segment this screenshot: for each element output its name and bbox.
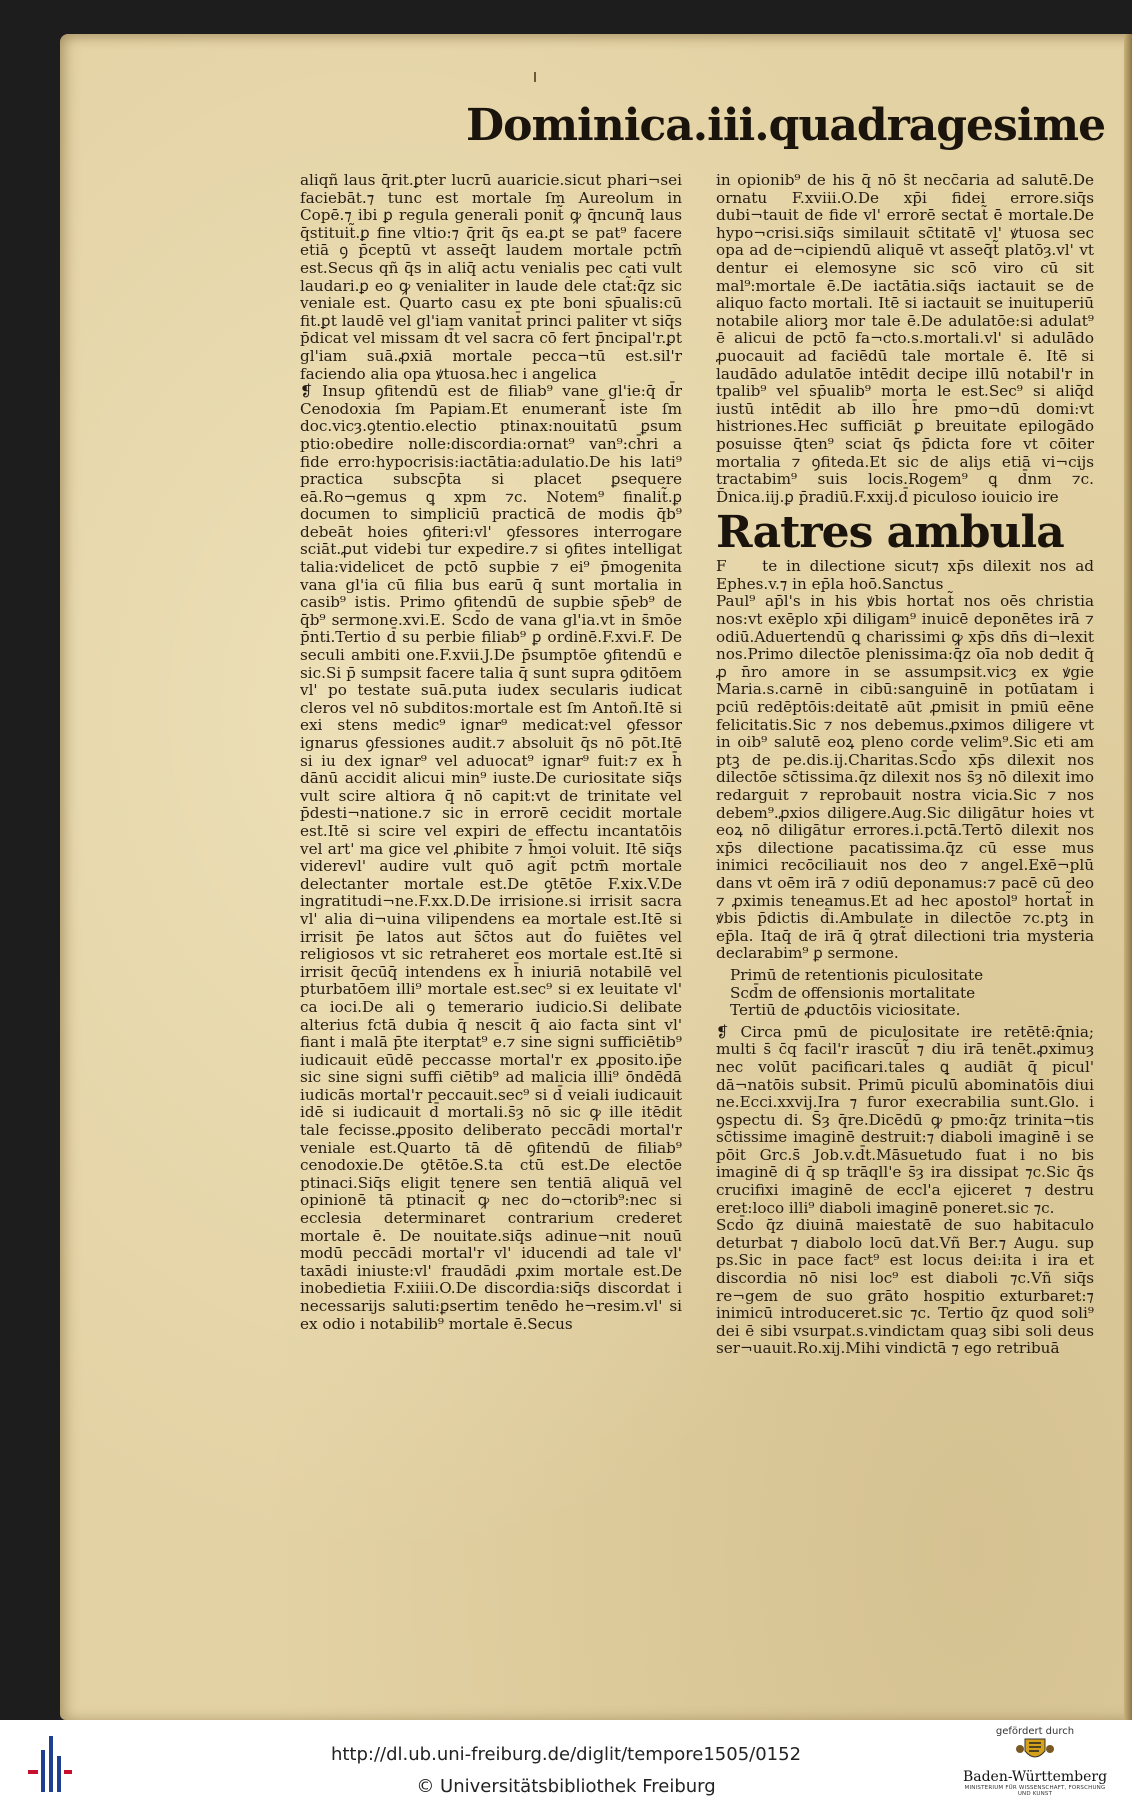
sermon-outline xyxy=(730,967,1094,1020)
outline-item-2: Scd̄m de offensionis mortalitate xyxy=(730,983,976,1002)
section-letter: F xyxy=(716,557,727,576)
outline-item-1: Primū de retentionis piculositate xyxy=(730,965,984,984)
right-paragraph-1: Paul⁹ ap̄l's in his ꝟbis hortat̃ nos oēs christia nos:vt exēplo xp̄i diligam⁹ inuicē deponētes irā ⁊ odiū.Aduertendū ꝗ charissimi ꝙ xp̄s dn̄s di¬lexit nos.Primo dilectōe plenissima:q̄z oīa nob dedit q̄ ꝓ n̄ro amore in se assumpsit.vicȝ ex ꝟgie Maria.s.carnē in cibū:sanguinē in potūatam i pciū redēptōis:deitatē aūt ꝓmisit in pmiū eēne felicitatis.Sic ⁊ nos debemus.ꝓximos diligere vt in oib⁹ salutē eoꝝ pleno corde velim⁹.Sic eti am ptꝫ de pe.dis.ij.Charitas.Scd̄o xp̄s dilexit nos dilectōe sc̄tissima.q̄z dilexit nos s̄ȝ nō dilexit imo redarguit ⁊ reprobauit nostra vicia.Sic ⁊ nos debem⁹.ꝓxios diligere.Aug.Sic diligātur hoies vt eoꝝ nō diligātur errores.i.pctā.Tertō dilexit nos xp̄s dilectione pacatissima.q̄z cū esse mus inimici recōciliauit nos deo ⁊ angel.Exē¬plū dans vt oēm irā ⁊ odiū deponamus:⁊ pacē cū deo ⁊ ꝓximis teneamus.Et ad hec apostol⁹ hortat̃ in ꝟbis p̄dictis d̄i.Ambulate in dilectōe ⁊c.ptꝫ in ep̄la. Itaq̄ de irā q̄ ꝯtrat̃ dilectioni tria mysteria declarabim⁹ ꝑ sermone. xyxy=(716,592,1094,963)
outline-item-3: Tertiū de ꝓductōis viciositate. xyxy=(730,1001,961,1020)
decorated-initial: Ratres ambula xyxy=(716,507,1064,559)
permalink-url[interactable]: http://dl.ub.uni-freiburg.de/diglit/tempore1505/0152 xyxy=(330,1744,802,1765)
funder-name: Baden-Württemberg xyxy=(962,1769,1108,1785)
right-text-column xyxy=(716,172,1094,1432)
right-paragraph-3: Scd̄o q̄z diuinā maiestatē de suo habitaculo deturbat ⁊ diabolo locū dat.Vñ Ber.⁊ Augu. sup ps.Sic in pace fact⁹ est locus dei:ita i ira et discordia nō nisi loc⁹ est diaboli ⁊c.Vñ siq̄s re¬gem de suo grāto hospitio exturbaret:⁊ inimicū introduceret.sic ⁊c. Tertio q̄z quod soli⁹ dei ē sibi vsurpat.s.vindictam quaȝ sibi soli deus ser¬uauit.Ro.xij.Mihi vindictā ⁊ ego retribuā xyxy=(716,1216,1094,1358)
left-paragraph-2: ❡ Insup ꝯfitendū est de filiab⁹ vane gl'ie:q̄ d̄r Cenodoxia ſm Papiam.Et enumerant̃ iste ſm doc.vicȝ.ꝯtentio.electio ptinax:nouitatū ꝑsum ptio:obedire nolle:discordia:ornat⁹ van⁹:ch̄ri a fide erro:hypocrisis:iactātia:adulatio.De his lati⁹ practica subscp̄ta si placet ꝑsequere eā.Ro¬gemus ꝗ xpm ⁊c. Notem⁹ finalit̃.ꝑ documen to simpliciū practicā de modis q̄b⁹ debeāt hoies ꝯfiteri:vl' ꝯfessores interrogare sciāt.ꝓut videbi tur expedire.⁊ si ꝯfites intelligat talia:videlicet de pctō supbie ⁊ ei⁹ p̄mogenita vana gl'ia cū filia bus earū q̄ sunt mortalia in casib⁹ istis. Primo ꝯfitendū de supbie sp̄eb⁹ de q̄b⁹ sermone.xvi.E. Scd̄o de vana gl'ia.vt in s̄mōe p̄nti.Tertio d̄ su perbie filiab⁹ ꝑ ordinē.F.xvi.F. De seculi ambiti one.F.xvii.J.De p̄sumptōe ꝯfitendū e sic.Si p̄ sumpsit facere talia q̄ sunt supra ꝯditōem vl' po testate suā.puta iudex secularis iudicat cleros vel nō subditos:mortale est ſm Antoñ.Itē si exi stens medic⁹ ignar⁹ medicat:vel ꝯfessor ignarus ꝯfessiones audit.⁊ absoluit q̄s nō pōt.Itē si iu dex ignar⁹ vel aduocat⁹ ignar⁹ fuit:⁊ ex h̄ dānū accidit alicui min⁹ iuste.De curiositate siq̄s vult scire altiora q̄ nō capit:vt de trinitate vel p̄desti¬natione.⁊ sic in errorē cecidit mortale est.Itē si scire vel expiri de effectu incantatōis vel art' ma gice vel ꝓhibite ⁊ h̄moi voluit. Itē siq̄s viderevl' audire vult quō agit̃ pctm̄ mortale delectanter mortale est.De ꝯtētōe F.xix.V.De ingratitudi¬ne.F.xx.D.De irrisione.si irrisit sacra vl' alia di¬uina vilipendens ea mortale est.Itē si irrisit p̄e latos aut s̄c̄tos aut d̄o fuiētes vel religiosos vt sic retraheret eos mortale est.Itē si irrisit q̄ecūq̄ intendens ex h̄ iniuriā notabilē vel pturbatōem illi⁹ mortale est.sec⁹ si ex leuitate vl' ca ioci.De ali ꝯ temerario iudicio.Si delibate alterius fctā dubia q̄ nescit q̄ aio facta sint vl' fiant i malā p̄te iterptat⁹ e.⁊ sine signi sufficiētib⁹ iudicauit eūdē peccasse mortal'r ex ꝓposito.ip̄e sic sine signi suffi ciētib⁹ ad malicia illi⁹ ōndēdā iudicās mortal'r peccauit.sec⁹ si d̄ veiali iudicauit idē si iudicauit d̄ mortali.s̄ȝ nō sic ꝙ ille itēdit tale fecisse.ꝓposito deliberato peccādi mortal'r veniale est.Quarto tā dē ꝯfitendū de filiab⁹ cenodoxie.De ꝯtētōe.S.ta ctū est.De electōe ptinaci.Siq̄s eligit tenere sen tentiā aliquā vel opinionē tā ptinacit̃ ꝙ nec do¬ctorib⁹:nec si ecclesia determinaret contrarium crederet mortale ē. De nouitate.siq̄s adinue¬nit nouū modū peccādi mortal'r vl' iducendi ad tale vl' taxādi iniuste:vl' fraudādi ꝓxim mortale est.De inobedietia F.xiiii.O.De discordia:siq̄s discordat i necessarijs saluti:ꝑsertim tenēdo he¬resim.vl' si ex odio i notabilib⁹ mortale ē.Secus xyxy=(300,382,682,1333)
right-intro-paragraph: in opionib⁹ de his q̄ nō s̄t necc̄aria ad salutē.De ornatu F.xviii.O.De xp̄i fidei errore.siq̄s dubi¬tauit de fide vl' errorē sectat̃ ē mortale.De hypo¬crisi.siq̄s similauit sc̄titatē vl' ꝟtuosa sec opa ad de¬cipiendū aliquē vt asseq̄t̃ platōȝ.vl' vt dentur ei elemosyne sic scō viro cū sit mal⁹:mortale ē.De iactātia.siq̄s iactauit se de aliquo facto mortali. Itē si iactauit se inuituperiū notabile aliorꝫ mor tale ē.De adulatōe:si adulat⁹ ē alicui de pctō fa¬cto.s.mortali.vl' si adulādo ꝓuocauit ad faciēdū tale mortale ē. Itē si laudādo adulatōe intēdit decipe illū notabil'r in tpalib⁹ vel sp̄ualib⁹ morta le est.Sec⁹ si aliq̄d iustū intēdit ab illo h̄re pmo¬dū domi:vt histriones.Hec sufficiāt ꝑ breuitate epilogādo posuisse q̄ten⁹ sciat q̄s p̄dicta fore vt cōiter mortalia ⁊ ꝯfiteda.Et sic de aliȷs etiā vi¬cijs tractabim⁹ suis locis.Rogem⁹ ꝗ d̄nm ⁊c. D̄nica.iij.ꝑ p̄radiū.F.xxij.d̄ piculoso iouicio ire xyxy=(716,172,1094,506)
coat-of-arms-icon xyxy=(960,1737,1110,1767)
funder-label: gefördert durch xyxy=(995,1726,1075,1737)
section-opening-text: te in dilectione sicut⁊ xp̄s dilexit nos ad Ephes.v.⁊ in ep̄la hoō.Sanctus xyxy=(716,557,1094,593)
fold-mark xyxy=(534,72,536,82)
running-title: Dominica.iii.quadragesime xyxy=(466,100,1106,151)
right-paragraph-2: ❡ Circa pmū de piculositate ire retētē:q̄nia; multi s̄ c̄q facil'r irascūt̃ ⁊ diu irā tenēt.ꝓximuȝ nec volūt pacificari.tales ꝗ audiāt q̄ picul' dā¬natōis subsit. Primū piculū abominatōis diui ne.Ecci.xxvij.Ira ⁊ furor execrabilia sunt.Glo. i ꝯspectu di. S̄ȝ q̄re.Dicēdū ꝙ pmo:q̄z trinita¬tis sc̄tissime imaginē destruit:⁊ diaboli imaginē i se pōit Grc.s̄ Job.v.d̄t.Māsuetudo fuat i no bis imaginē di q̄ sp trāqll'e s̄ȝ ira dissipat ⁊c.Sic q̄s crucifixi imaginē de eccl'a ejiceret ⁊ destru eret:loco illi⁹ diaboli imaginē poneret.sic ⁊c. xyxy=(716,1022,1094,1217)
section-opening-line xyxy=(716,558,1094,593)
section-heading xyxy=(716,507,1094,559)
page-edge xyxy=(1124,34,1132,1720)
left-paragraph-1: aliqñ laus q̄rit̃.ꝑter lucrū auaricie.sicut phari¬sei faciebāt.⁊ tunc est mortale ſm Aureolum in Copē.⁊ ibi ꝑ regula generali ponit̃ ꝙ q̄ncunq̄ laus q̄stituit̃.ꝑ fine vltio:⁊ q̄rit q̄s ea.ꝑt se pat⁹ facere etiā ꝯ p̄ceptū vt asseq̄t laudem mortale pctm̄ est.Secus qñ q̄s in aliq̄ actu venialis pec cati vult laudari.ꝑ eo ꝙ venialiter in laude dele ctat̃:q̄z sic veniale est. Quarto casu ex pte boni sp̄ualis:cū fit.ꝑt laudē vel gl'iam vanitat̄ princi paliter vt siq̄s p̄dicat vel missam d̄t vel sacra cō fert p̄ncipal'r.ꝑt gl'iam suā.ꝓxiā mortale pecca¬tū est.sil'r faciendo alia opa ꝟtuosa.hec i angelica xyxy=(300,172,682,383)
copyright-notice: © Universitätsbibliothek Freiburg xyxy=(416,1776,716,1797)
funder-badge xyxy=(960,1726,1110,1804)
left-text-column xyxy=(300,172,682,1444)
funder-ministry: MINISTERIUM FÜR WISSENSCHAFT, FORSCHUNG UND KUNST xyxy=(964,1785,1106,1797)
